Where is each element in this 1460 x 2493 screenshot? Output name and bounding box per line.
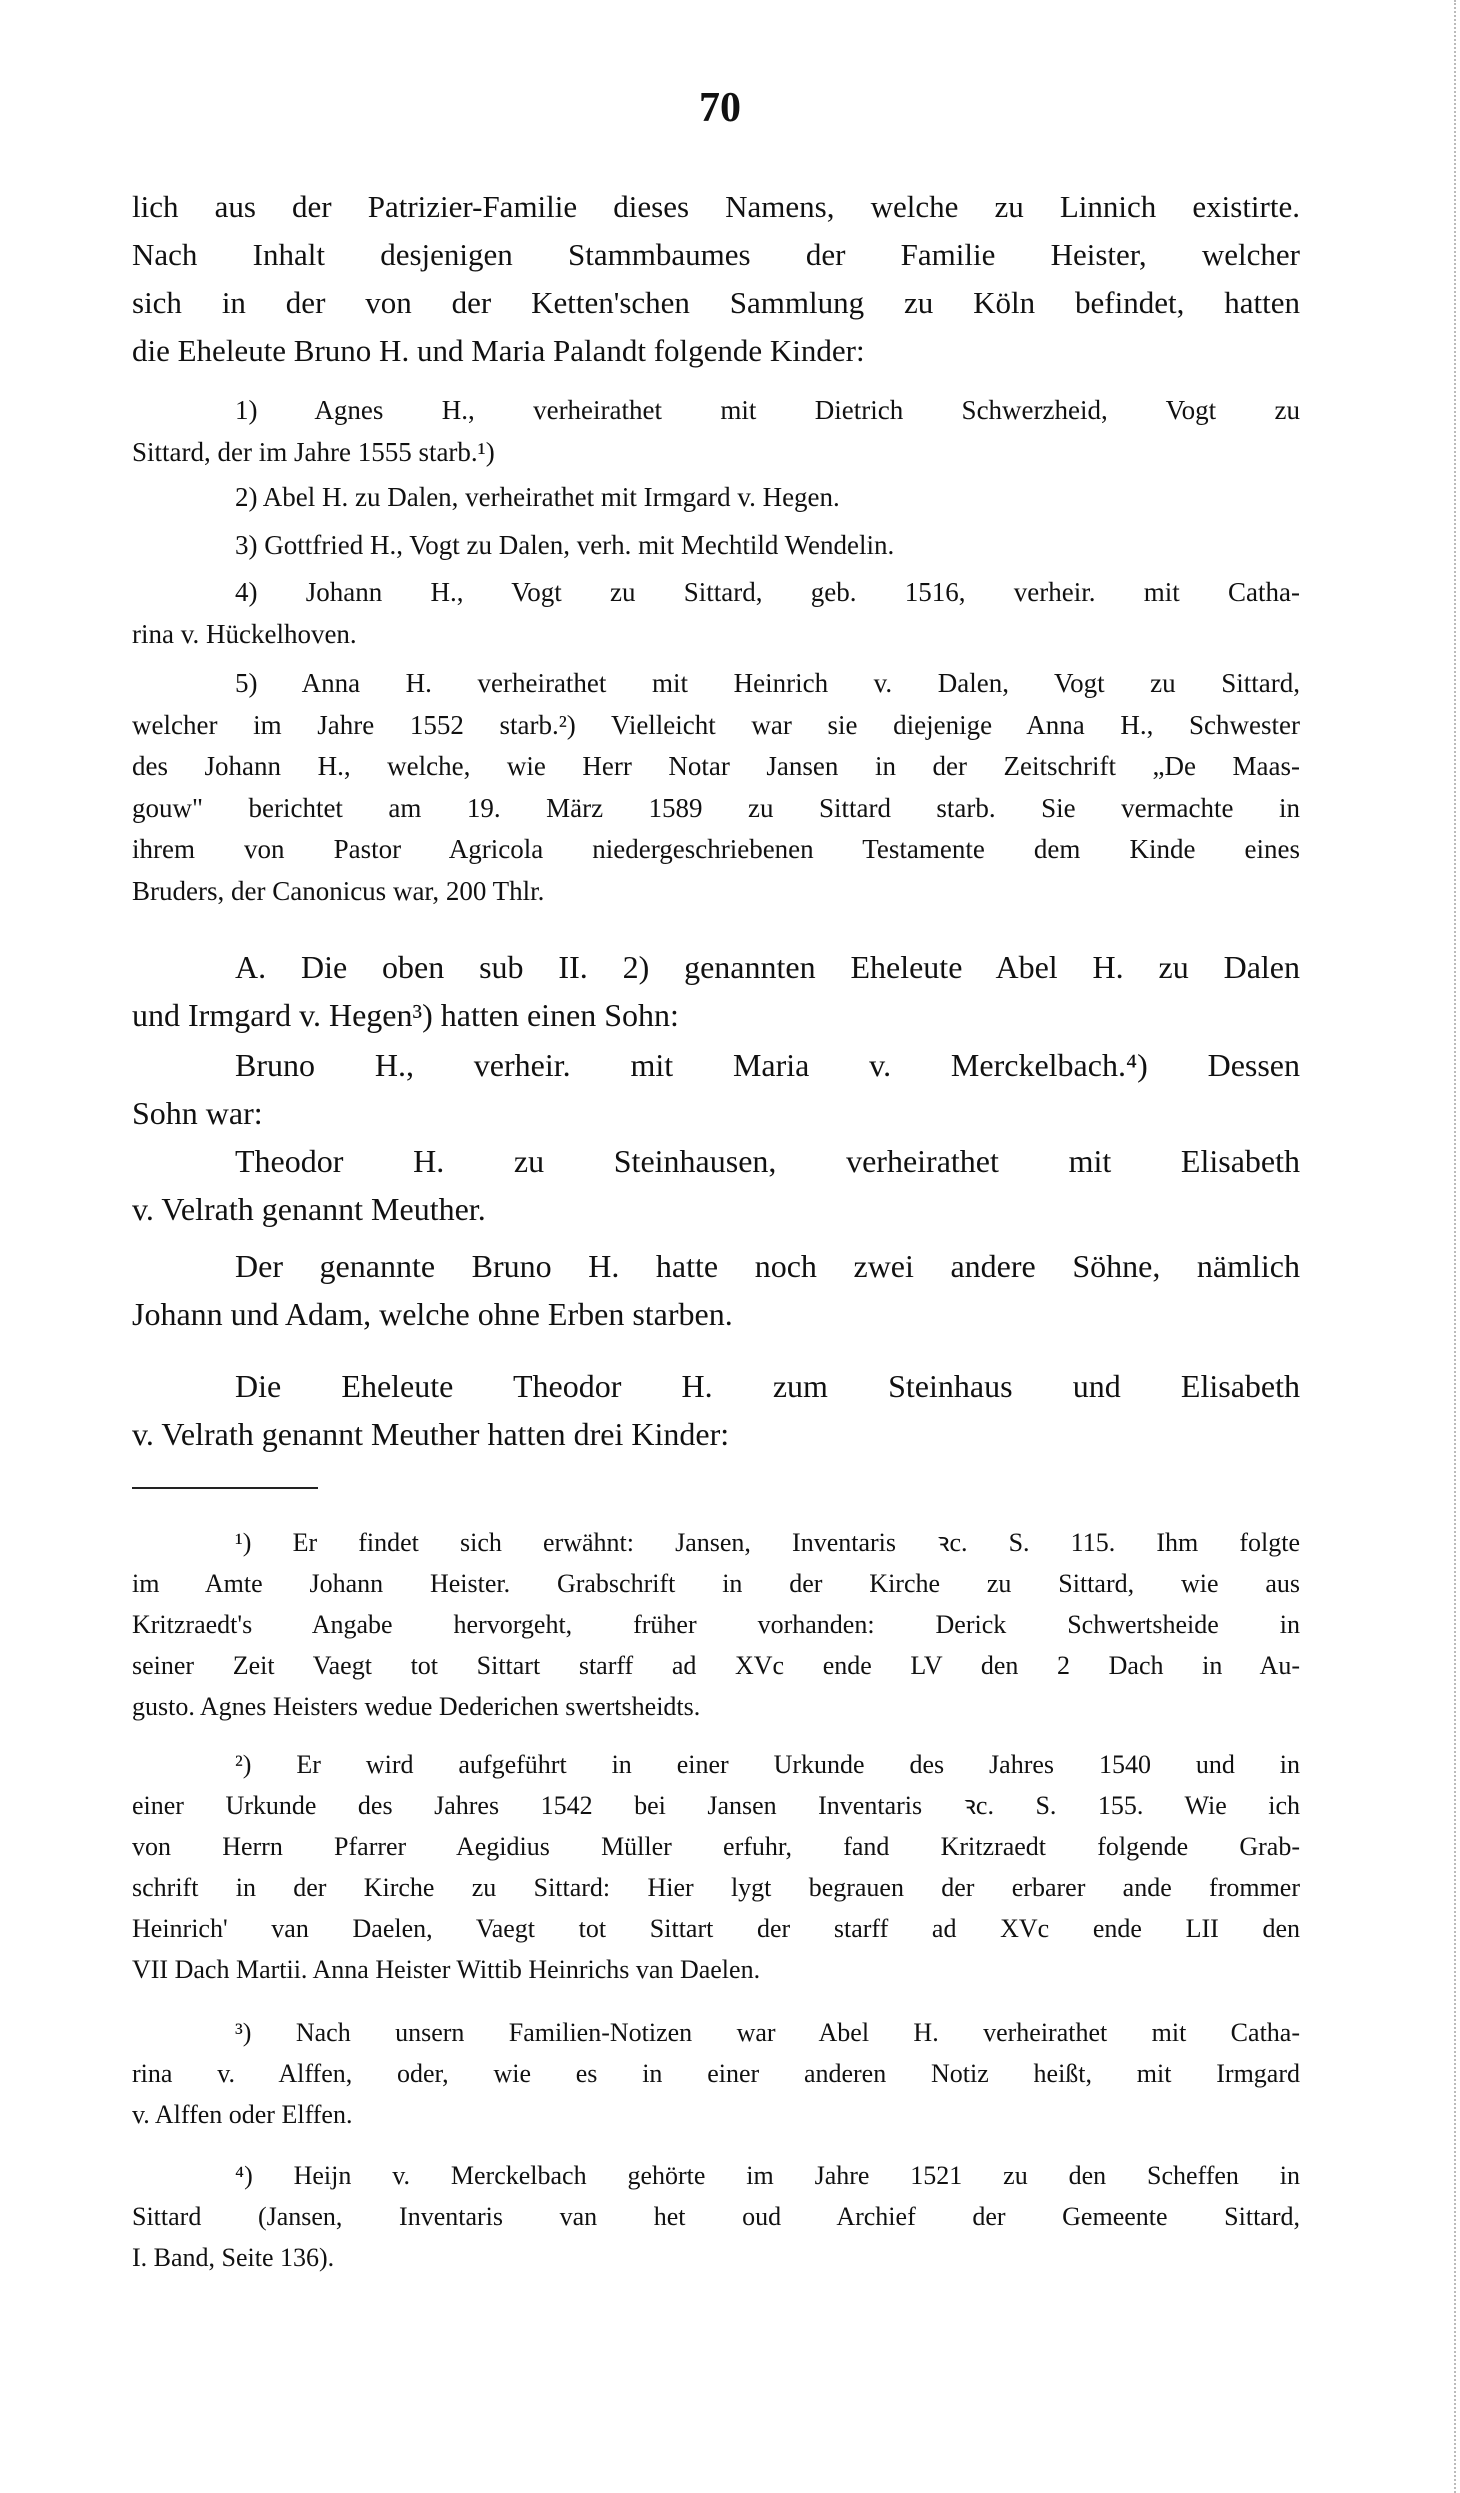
footnote-1 bbox=[132, 1522, 1300, 1727]
text-line: Sittard (Jansen, Inventaris van het oud Archief der Gemeente Sittard, bbox=[132, 2202, 1300, 2231]
section-a bbox=[132, 943, 1300, 1039]
text-line: Sohn war: bbox=[132, 1095, 263, 1131]
text-line: Bruders, der Canonicus war, 200 Thlr. bbox=[132, 875, 545, 906]
text-line: lich aus der Patrizier-Familie dieses Namens, welche zu Linnich existirte. bbox=[132, 189, 1300, 224]
section-a-sons bbox=[132, 1242, 1300, 1338]
text-line: Der genannte Bruno H. hatte noch zwei andere Söhne, nämlich bbox=[235, 1248, 1300, 1284]
child-5 bbox=[132, 663, 1300, 912]
text-line: Kritzraedt's Angabe hervorgeht, früher vorhanden: Derick Schwertsheide in bbox=[132, 1610, 1300, 1639]
text-line: Johann und Adam, welche ohne Erben starben. bbox=[132, 1296, 733, 1332]
text-line: v. Velrath genannt Meuther hatten drei Kinder: bbox=[132, 1416, 730, 1452]
text-line: I. Band, Seite 136). bbox=[132, 2243, 335, 2272]
text-line: Theodor H. zu Steinhausen, verheirathet mit Elisabeth bbox=[235, 1143, 1300, 1179]
text-line: Die Eheleute Theodor H. zum Steinhaus und Elisabeth bbox=[235, 1368, 1300, 1404]
text-line: ³) Nach unsern Familien-Notizen war Abel H. verheirathet mit Catha- bbox=[235, 2018, 1300, 2047]
text-line: Heinrich' van Daelen, Vaegt tot Sittart der starff ad XVc ende LII den bbox=[132, 1914, 1300, 1943]
text-line: welcher im Jahre 1552 starb.²) Vielleicht war sie diejenige Anna H., Schwester bbox=[132, 709, 1300, 740]
text-line: 5) Anna H. verheirathet mit Heinrich v. Dalen, Vogt zu Sittard, bbox=[235, 668, 1300, 698]
text-line: gusto. Agnes Heisters wedue Dederichen swertsheidts. bbox=[132, 1692, 701, 1721]
footnote-2 bbox=[132, 1744, 1300, 1990]
text-line: v. Alffen oder Elffen. bbox=[132, 2100, 353, 2129]
intro bbox=[132, 183, 1300, 375]
text-line: seiner Zeit Vaegt tot Sittart starff ad XVc ende LV den 2 Dach in Au- bbox=[132, 1651, 1300, 1680]
text-line: Nach Inhalt desjenigen Stammbaumes der Familie Heister, welcher bbox=[132, 237, 1300, 272]
text-line: gouw" berichtet am 19. März 1589 zu Sittard starb. Sie vermachte in bbox=[132, 792, 1300, 823]
text-line: 2) Abel H. zu Dalen, verheirathet mit Irmgard v. Hegen. bbox=[235, 482, 840, 512]
text-line: v. Velrath genannt Meuther. bbox=[132, 1191, 486, 1227]
child-3 bbox=[132, 525, 1300, 567]
text-line: ¹) Er findet sich erwähnt: Jansen, Inventaris ꝛc. S. 115. Ihm folgte bbox=[235, 1528, 1300, 1557]
text-line: Sittard, der im Jahre 1555 starb.¹) bbox=[132, 436, 495, 467]
text-line: einer Urkunde des Jahres 1542 bei Jansen Inventaris ꝛc. S. 155. Wie ich bbox=[132, 1791, 1300, 1820]
text-line: des Johann H., welche, wie Herr Notar Jansen in der Zeitschrift „De Maas- bbox=[132, 751, 1300, 781]
text-line: von Herrn Pfarrer Aegidius Müller erfuhr, fand Kritzraedt folgende Grab- bbox=[132, 1832, 1300, 1861]
text-line: schrift in der Kirche zu Sittard: Hier lygt begrauen der erbarer ande frommer bbox=[132, 1873, 1300, 1902]
text-line: VII Dach Martii. Anna Heister Wittib Heinrichs van Daelen. bbox=[132, 1955, 761, 1984]
footnote-4 bbox=[132, 2155, 1300, 2278]
text-line: ²) Er wird aufgeführt in einer Urkunde des Jahres 1540 und in bbox=[235, 1750, 1300, 1779]
text-line: A. Die oben sub II. 2) genannten Eheleute Abel H. zu Dalen bbox=[235, 949, 1300, 985]
footnote-3 bbox=[132, 2012, 1300, 2135]
child-2 bbox=[132, 477, 1300, 519]
text-line: Bruno H., verheir. mit Maria v. Merckelbach.⁴) Dessen bbox=[235, 1047, 1300, 1083]
section-a-bruno bbox=[132, 1041, 1300, 1137]
text-line: 3) Gottfried H., Vogt zu Dalen, verh. mit Mechtild Wendelin. bbox=[235, 530, 895, 560]
text-line: rina v. Alffen, oder, wie es in einer anderen Notiz heißt, mit Irmgard bbox=[132, 2059, 1300, 2088]
page-number: 70 bbox=[699, 85, 741, 131]
section-a-children bbox=[132, 1362, 1300, 1458]
text-line: 4) Johann H., Vogt zu Sittard, geb. 1516, verheir. mit Catha- bbox=[235, 577, 1300, 607]
text-line: und Irmgard v. Hegen³) hatten einen Sohn: bbox=[132, 997, 679, 1033]
child-4 bbox=[132, 572, 1300, 655]
text-line: im Amte Johann Heister. Grabschrift in der Kirche zu Sittard, wie aus bbox=[132, 1569, 1300, 1598]
text-line: rina v. Hückelhoven. bbox=[132, 618, 357, 649]
text-line: 1) Agnes H., verheirathet mit Dietrich Schwerzheid, Vogt zu bbox=[235, 395, 1300, 425]
text-line: die Eheleute Bruno H. und Maria Palandt folgende Kinder: bbox=[132, 333, 865, 368]
section-a-theodor bbox=[132, 1137, 1300, 1233]
text-line: ihrem von Pastor Agricola niedergeschriebenen Testamente dem Kinde eines bbox=[132, 834, 1300, 864]
text-line: sich in der von der Ketten'schen Sammlung zu Köln befindet, hatten bbox=[132, 285, 1300, 320]
text-line: ⁴) Heijn v. Merckelbach gehörte im Jahre 1521 zu den Scheffen in bbox=[235, 2161, 1300, 2190]
child-1 bbox=[132, 390, 1300, 473]
footnote-divider bbox=[132, 1487, 318, 1489]
scan-edge bbox=[1454, 0, 1456, 2493]
